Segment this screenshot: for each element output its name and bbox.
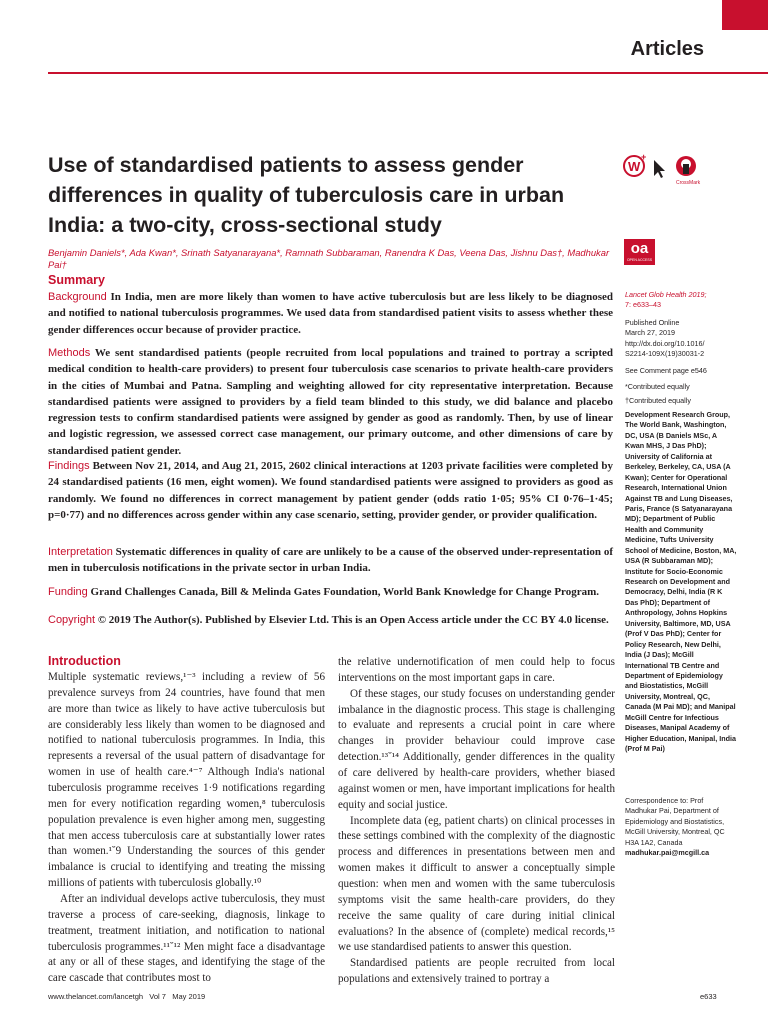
summary-methods: Methods We sent standardised patients (people recruited from local populations and trained to portray a scripted medical condition to health-care providers) to present four tuberculosis case scenarios to private health-care providers in the cities of Mumbai and Patna. Sampling and weighting allowed for city representative interpretation. Because standardised patients were assigned to providers by a field team blinded to this study, we did balance and placebo regression tests to confirm standardised patients were assigned by gender as good as randomly. Then, by use of linear and logistic regression, we assessed correct case management, our primary outcome, and other dimensions of care by standardised patient gender. [48, 347, 613, 457]
summary-heading: Summary [48, 273, 105, 287]
svg-text:+: + [641, 152, 647, 162]
summary-copyright: Copyright © 2019 The Author(s). Published by Elsevier Ltd. This is an Open Access article under the CC BY 4.0 license. [48, 614, 609, 626]
paragraph: the relative undernotification of men could help to focus interventions on the most important gaps in care. [338, 656, 615, 684]
intro-column-1 [48, 670, 325, 987]
oa-subtext: OPEN ACCESS [626, 258, 653, 262]
header-accent-bar [722, 0, 768, 30]
svg-text:W: W [628, 159, 641, 174]
header-rule [48, 72, 768, 74]
summary-funding: Funding Grand Challenges Canada, Bill & Melinda Gates Foundation, World Bank Knowledge for Change Program. [48, 586, 600, 598]
introduction-heading: Introduction [48, 654, 121, 668]
see-comment-link[interactable]: See Comment page e546 [625, 366, 707, 375]
page-number: e633 [700, 992, 717, 1001]
paragraph: Standardised patients are people recruited from local populations and extensively trained to portray a [338, 957, 615, 986]
crossmark-label: CrossMark [676, 180, 701, 186]
journal-citation: Lancet Glob Health 2019; 7: e633–43 [625, 290, 707, 310]
article-title: Use of standardised patients to assess gender differences in quality of tuberculosis care in urban India: a two-city, cross-sectional study [48, 153, 565, 238]
author-list: Benjamin Daniels*, Ada Kwan*, Srinath Satyanarayana*, Ramnath Subbaraman, Ranendra K Das, Veena Das, Jishnu Das†, Madhukar Pai† [48, 247, 610, 271]
footer-journal: www.thelancet.com/lancetgh Vol 7 May 2019 [48, 992, 206, 1001]
summary-interpretation: Interpretation Systematic differences in quality of care are unlikely to be a cause of the observed under-representation of men in tuberculosis notifications in the private sector in urban India. [48, 546, 613, 575]
correspondence-email[interactable]: madhukar.pai@mcgill.ca [625, 848, 710, 858]
paragraph: After an individual develops active tuberculosis, they must traverse a process of care-seeking, diagnosis, linkage to treatment, treatment initiation, and notification to national tuberculosis programmes.¹¹˘¹² Men might face a disadvantage at any or all of these stages, and identifying the stage of the care cascade that contributes most to [48, 893, 325, 985]
paragraph: Multiple systematic reviews,¹⁻³ including a review of 56 prevalence surveys from 24 countries, have found that men are more than twice as likely to have active tuberculosis but are considerably less likely than women to be diagnosed and notified to national tuberculosis programmes. In India, this represents a reversal of the usual pattern of disadvantage for women in use of health care.⁴⁻⁷ Although India's national tuberculosis programme receives 1·9 notifications regarding men for every notification regarding women,⁸ tuberculosis population prevalence is even higher among men, suggesting that men access tuberculosis care at substantially lower rates than women.¹˘9 Understanding the sources of this gender imbalance is crucial to identifying and treating the missing millions of patients with tuberculosis globally.¹⁰ [48, 671, 325, 890]
section-label: Articles [630, 38, 704, 60]
contributed-note-2: †Contributed equally [625, 396, 691, 405]
crossmark-icon[interactable] [676, 156, 696, 176]
summary-background: Background In India, men are more likely than women to have active tuberculosis but are less likely to be diagnosed and notified to national tuberculosis programmes. We used data from standardised patient visits to assess whether these gender differences occur because of provider practice. [48, 291, 613, 336]
doi-link[interactable]: http://dx.doi.org/10.1016/ [625, 338, 705, 348]
wiley-w-icon[interactable] [624, 152, 646, 176]
contributed-note-1: *Contributed equally [625, 382, 690, 391]
article-badges [622, 152, 722, 188]
open-access-badge [624, 239, 655, 265]
oa-logo-text: oa [630, 240, 649, 257]
publication-info: Published Online March 27, 2019 http://dx.doi.org/10.1016/ S2214-109X(19)30031-2 [625, 318, 737, 360]
summary-findings: Findings Between Nov 21, 2014, and Aug 21, 2015, 2602 clinical interactions at 1203 private facilities were completed by 24 standardised patients (16 men, eight women). We found standardised patients were assigned to providers as good as randomly. We found no differences in correct management by patient gender (odds ratio 1·05; 95% CI 0·76–1·45; p=0·77) and no differences across gender within any case scenario, setting, provider gender, or provider qualification. [48, 460, 613, 521]
paragraph: Of these stages, our study focuses on understanding gender imbalance in the diagnostic process. This stage is challenging to evaluate and represents a crucial point in care where changes in provider behaviour could improve case detection.¹³˘¹⁴ Additionally, gender differences in the quality of care delivered by health-care providers, whether biased against women or men, have important implications for health equity and social justice. [338, 687, 615, 811]
affiliations: Development Research Group, The World Bank, Washington, DC, USA (B Daniels MSc, A Kwan MHS, J Das PhD); University of California at Berkeley, Berkeley, CA, USA (A Kwan); Center for Operational Research, International Union Against TB and Lung Diseases, Paris, France (S Satyanarayana MD); Department of Public Health and Community Medicine, Tufts University School of Medicine, Boston, MA, USA (R Subbaraman MD); Institute for Socio-Economic Research on Development and Democracy, Delhi, India (R K Das PhD); Department of Anthropology, Johns Hopkins University, Baltimore, MD, USA (Prof V Das PhD); Center for Policy Research, New Delhi, India (J Das); McGill International TB Centre and Department of Epidemiology and Biostatistics, McGill University, Montreal, QC, Canada (M Pai MD); and Manipal McGill Centre for Infectious Diseases, Manipal Academy of Higher Education, Manipal, India (Prof M Pai) [625, 410, 737, 753]
paragraph: Incomplete data (eg, patient charts) on clinical processes in these settings combined with the complexity of the diagnostic process and differences in presentations between men and women makes it difficult to answer a conceptually simple question: when men and women with the same tuberculosis symptoms visit the same health-care providers, do they receive the same quality of care during initial clinical evaluations? In the absence of (complete) medical records,¹⁵ we use standardised patients to answer this question. [338, 814, 615, 954]
correspondence: Correspondence to: Prof Madhukar Pai, Department of Epidemiology and Biostatistics, McGill University, Montreal, QC H3A 1A2, Canada madhukar.pai@mcgill.ca [625, 796, 737, 859]
intro-column-2 [338, 655, 615, 988]
cursor-icon[interactable] [654, 160, 665, 178]
